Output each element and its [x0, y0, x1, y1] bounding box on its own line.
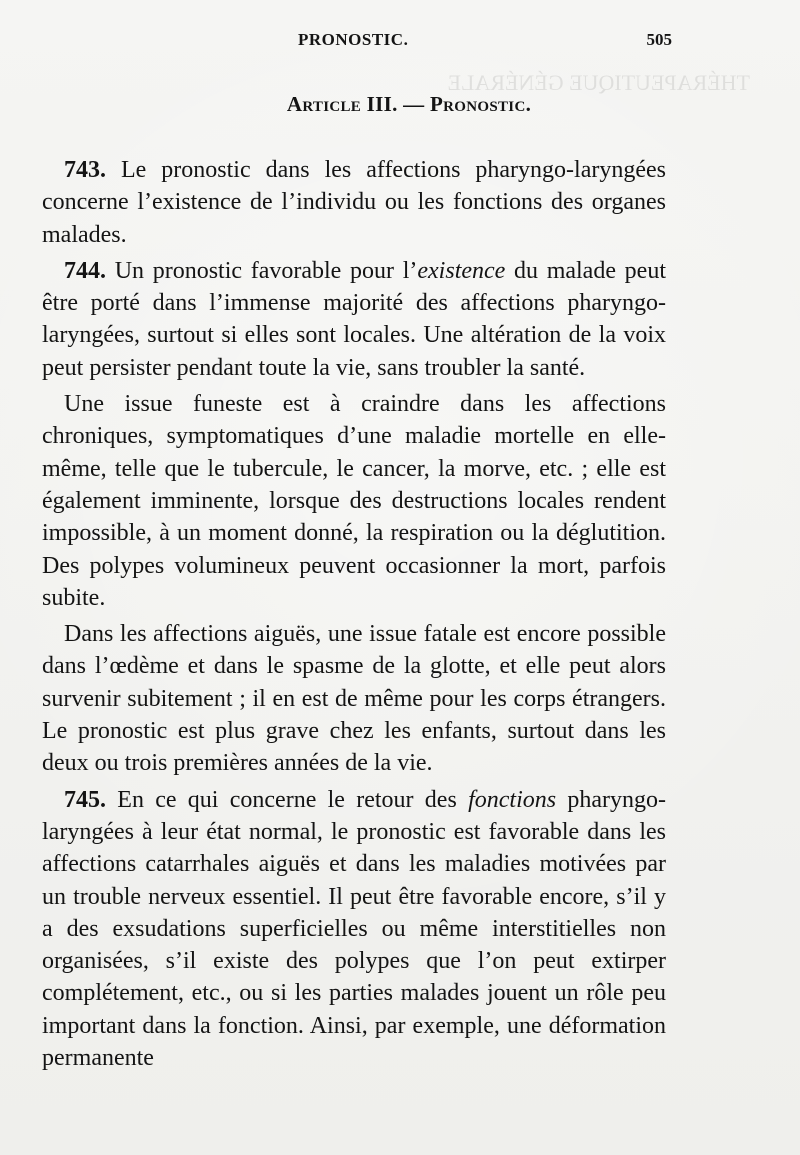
paragraph-743-text: Le pronostic dans les affections pharyngo-laryngées concerne l’existence de l’individu ou les fonctions des organes malades.	[42, 157, 666, 248]
page-number: 505	[646, 30, 672, 49]
paragraph-743	[42, 154, 666, 251]
paragraph-issue-funeste-text: Une issue funeste est à craindre dans les affections chroniques, symptomatiques d’une maladie mortelle en elle-même, telle que le tubercule, le cancer, la morve, etc. ; elle est également imminente, lorsque des destructions locales rendent impossible, à un moment donné, la respiration ou la déglutition. Des polypes volumineux peuvent occasionner la mort, parfois subite.	[42, 391, 666, 611]
paragraph-745-text-end: pharyngo-laryngées à leur état normal, le pronostic est favorable dans les affections catarrhales aiguës et dans les maladies motivées par un trouble nerveux essentiel. Il peut être favorable encore, s’il y a des exsudations superficielles ou même interstitielles non organisées, s’il existe des polypes que l’on peut extirper complétement, etc., ou si les parties malades jouent un rôle peu important dans la fonction. Ainsi, par exemple, une déformation permanente	[42, 786, 666, 1072]
paragraph-affections-aigues-text: Dans les affections aiguës, une issue fatale est encore possible dans l’œdème et dans le spasme de la glotte, et elle peut alors survenir subitement ; il en est de même pour les corps étrangers. Le pronostic est plus grave chez les enfants, surtout dans les deux ou trois premières années de la vie.	[42, 621, 666, 777]
article-heading: Article III. — Pronostic.	[286, 92, 532, 116]
section-number-744: 744.	[64, 257, 106, 284]
paragraph-744	[42, 255, 666, 384]
paragraph-744-text-start: Un pronostic favorable pour l’	[106, 257, 418, 284]
paragraph-745-emphasis-fonctions: fonctions	[468, 786, 557, 813]
paragraph-issue-funeste	[42, 388, 666, 614]
section-number-743: 743.	[64, 157, 106, 183]
paragraph-745	[42, 784, 666, 1075]
paragraph-744-text-end: du malade peut être porté dans l’immense majorité des affections pharyngo-laryngées, surtout si elles sont locales. Une altération de la voix peut persister pendant toute la vie, sans troubler la santé.	[42, 257, 666, 381]
section-number-745: 745.	[64, 786, 106, 813]
body-text	[42, 154, 666, 1078]
bleed-line-1: THÉRAPEUTIQUE GÉNÉRALE	[447, 70, 750, 95]
paragraph-745-text-start: En ce qui concerne le retour des	[106, 786, 469, 813]
running-header	[0, 30, 800, 58]
paragraph-affections-aigues	[42, 618, 666, 779]
running-title: PRONOSTIC.	[298, 30, 409, 49]
paragraph-744-emphasis-existence: existence	[417, 257, 506, 284]
